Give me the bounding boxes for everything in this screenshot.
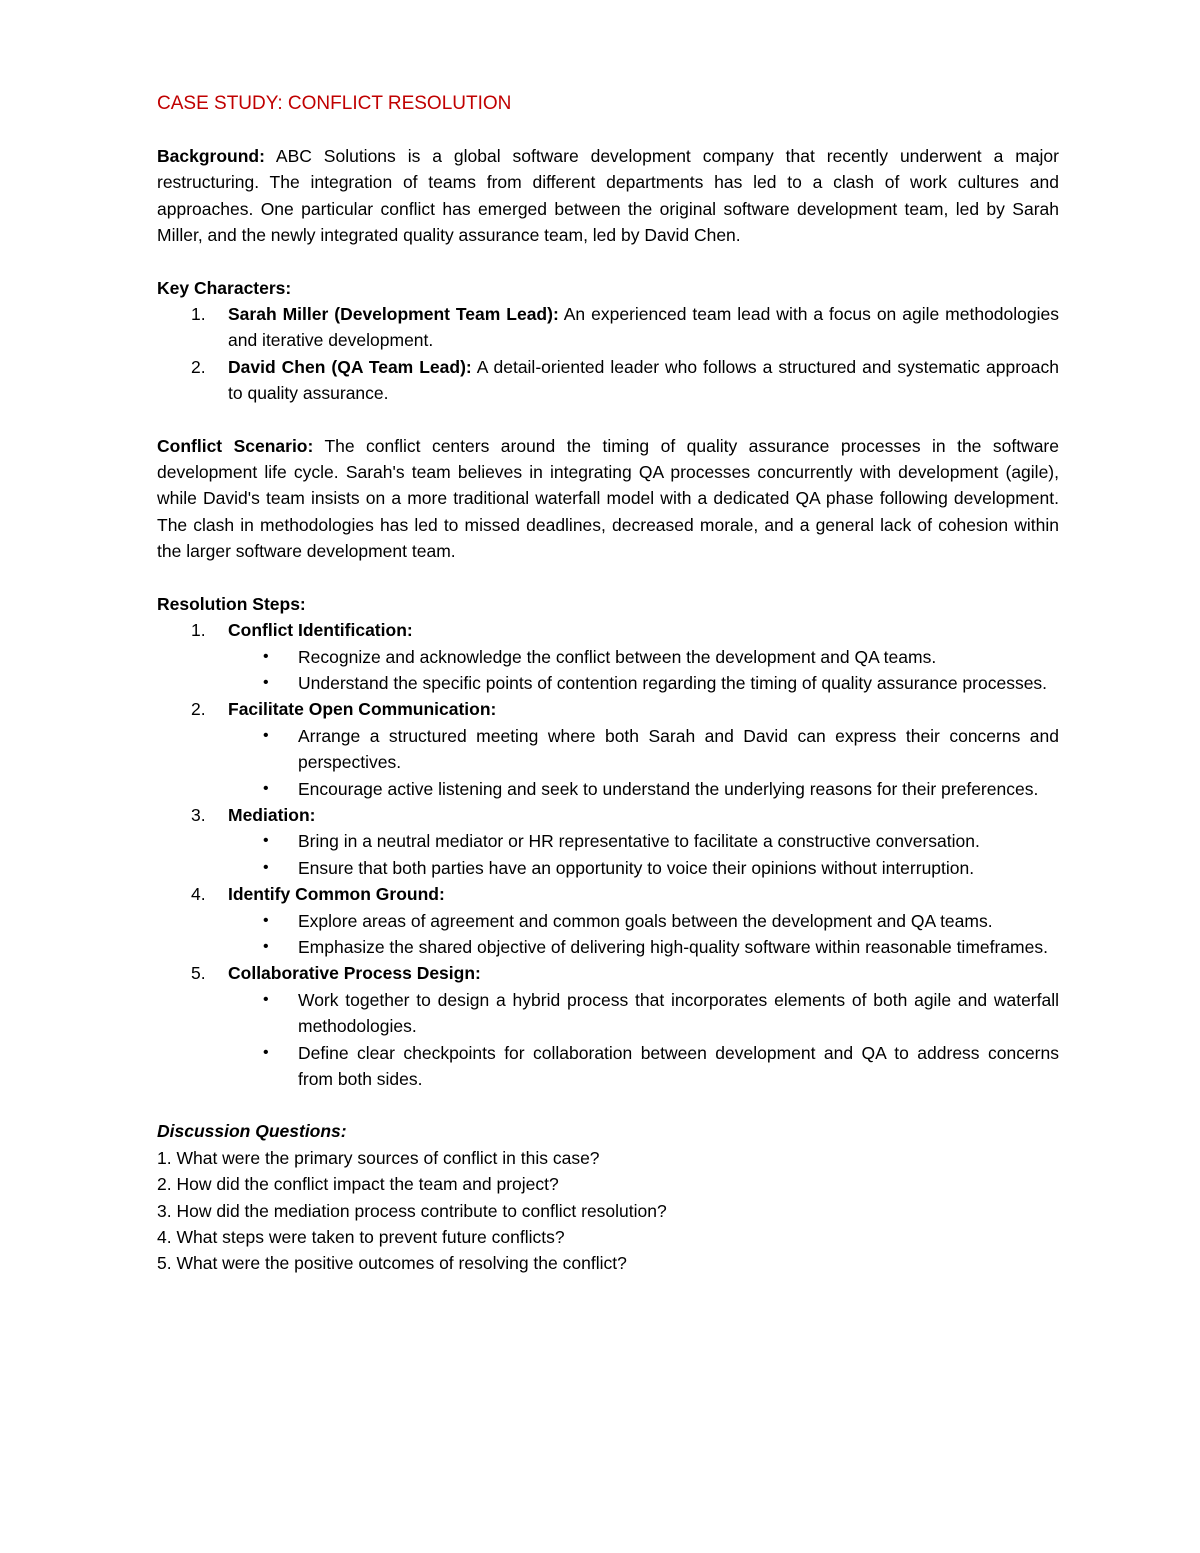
list-number: 1. [191, 620, 206, 641]
list-item [228, 828, 1059, 854]
key-characters-section [157, 275, 1059, 407]
list-number: 2. [191, 356, 206, 377]
step-title: Mediation: [228, 804, 316, 825]
resolution-step [157, 960, 1059, 1092]
resolution-step [157, 696, 1059, 802]
resolution-steps-list [157, 617, 1059, 1092]
bullet-icon: • [263, 673, 269, 691]
bullet-text: Bring in a neutral mediator or HR representative to facilitate a constructive conversation. [298, 831, 980, 852]
bullet-text: Arrange a structured meeting where both Sarah and David can express their concerns and perspectives. [298, 725, 1059, 773]
list-number: 5. [191, 963, 206, 984]
discussion-questions-section [157, 1118, 1059, 1276]
bullet-icon: • [263, 779, 269, 797]
list-number: 4. [191, 884, 206, 905]
step-bullets [228, 828, 1059, 881]
list-item [228, 776, 1059, 802]
character-name: Sarah Miller (Development Team Lead): [228, 304, 559, 325]
resolution-steps-section [157, 591, 1059, 1093]
discussion-question: 4. What steps were taken to prevent future conflicts? [157, 1227, 565, 1248]
list-item [228, 670, 1059, 696]
character-description: An experienced team lead with a focus on agile methodologies and iterative development. [228, 304, 1059, 351]
step-title: Conflict Identification: [228, 620, 413, 641]
background-text: ABC Solutions is a global software development company that recently underwent a major restructuring. The integration of teams from different departments has led to a clash of work cultures and approaches. One particular conflict has emerged between the original software development team, led by Sarah Miller, and the newly integrated quality assurance team, led by David Chen. [157, 146, 1059, 246]
step-bullets [228, 723, 1059, 802]
bullet-icon: • [263, 647, 269, 665]
key-characters-list [157, 301, 1059, 407]
bullet-text: Work together to design a hybrid process that incorporates elements of both agile and waterfall methodologies. [298, 989, 1059, 1037]
conflict-scenario-text: The conflict centers around the timing of quality assurance processes in the software development life cycle. Sarah's team believes in integrating QA processes concurrently with development (agile), while David's team insists on a more traditional waterfall model with a dedicated QA phase following development. The clash in methodologies has led to missed deadlines, decreased morale, and a general lack of cohesion within the larger software development team. [157, 435, 1059, 562]
bullet-icon: • [263, 937, 269, 955]
resolution-step [157, 802, 1059, 881]
step-title: Identify Common Ground: [228, 884, 445, 905]
conflict-scenario-label: Conflict Scenario: [157, 435, 314, 456]
discussion-question: 1. What were the primary sources of conflict in this case? [157, 1147, 600, 1168]
discussion-question: 3. How did the mediation process contribute to conflict resolution? [157, 1200, 667, 1221]
background-label: Background: [157, 146, 265, 166]
character-name: David Chen (QA Team Lead): [228, 356, 472, 377]
list-item [228, 908, 1059, 934]
list-number: 3. [191, 804, 206, 825]
discussion-question: 5. What were the positive outcomes of resolving the conflict? [157, 1253, 627, 1274]
bullet-text: Define clear checkpoints for collaboration between development and QA to address concerns from both sides. [298, 1042, 1059, 1089]
step-bullets [228, 644, 1059, 697]
key-characters-heading: Key Characters: [157, 277, 292, 298]
bullet-icon: • [263, 832, 269, 850]
list-item [228, 723, 1059, 776]
bullet-icon: • [263, 990, 269, 1008]
document-title: CASE STUDY: CONFLICT RESOLUTION [157, 93, 512, 114]
discussion-question: 2. How did the conflict impact the team and project? [157, 1174, 559, 1195]
bullet-text: Encourage active listening and seek to understand the underlying reasons for their preferences. [298, 778, 1039, 799]
step-title: Collaborative Process Design: [228, 963, 481, 984]
list-item [228, 987, 1059, 1040]
bullet-icon: • [263, 858, 269, 876]
list-number: 1. [191, 304, 206, 325]
resolution-step [157, 881, 1059, 960]
character-item-sarah [157, 301, 1059, 354]
document-page [157, 90, 1059, 1277]
resolution-steps-heading: Resolution Steps: [157, 593, 306, 614]
bullet-text: Ensure that both parties have an opportunity to voice their opinions without interruption. [298, 857, 975, 878]
bullet-icon: • [263, 911, 269, 929]
list-item [228, 644, 1059, 670]
step-bullets [228, 987, 1059, 1093]
character-item-david [157, 354, 1059, 407]
conflict-scenario-paragraph [157, 433, 1059, 565]
list-number: 2. [191, 699, 206, 720]
step-title: Facilitate Open Communication: [228, 699, 497, 720]
step-bullets [228, 908, 1059, 961]
resolution-step [157, 617, 1059, 696]
bullet-icon: • [263, 1043, 269, 1061]
bullet-text: Emphasize the shared objective of delivering high-quality software within reasonable timeframes. [298, 936, 1048, 957]
discussion-questions-heading: Discussion Questions: [157, 1121, 347, 1142]
bullet-text: Understand the specific points of contention regarding the timing of quality assurance processes. [298, 672, 1048, 693]
character-description: A detail-oriented leader who follows a structured and systematic approach to quality assurance. [228, 356, 1059, 404]
list-item [228, 855, 1059, 881]
list-item [228, 934, 1059, 960]
list-item [228, 1040, 1059, 1093]
bullet-icon: • [263, 726, 269, 744]
bullet-text: Explore areas of agreement and common goals between the development and QA teams. [298, 910, 993, 931]
background-paragraph [157, 143, 1059, 249]
bullet-text: Recognize and acknowledge the conflict between the development and QA teams. [298, 646, 937, 667]
